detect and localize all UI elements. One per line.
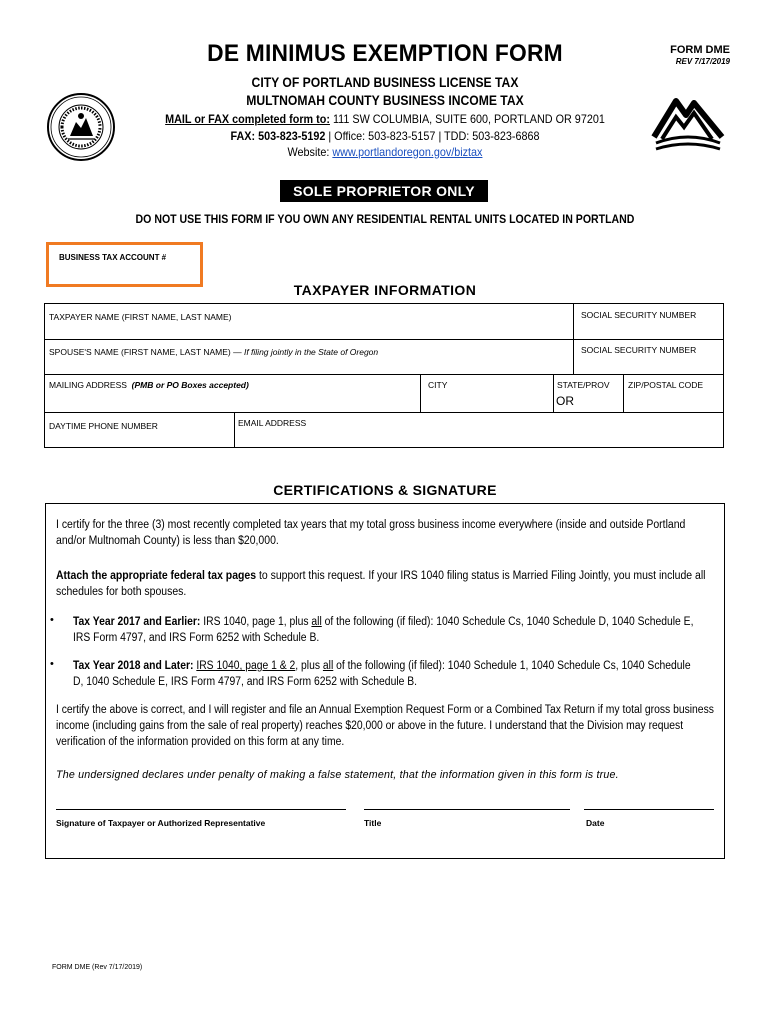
website-line — [39, 145, 732, 159]
tax-year-2017-item: Tax Year 2017 and Earlier: IRS 1040, page 1, plus all of the following (if filed): 1040 Schedule Cs, 1040 Schedule D, 1040 Schedule E, IRS Form 4797, and IRS Form 6252 with Schedule B. — [73, 616, 694, 644]
taxpayer-info-table — [44, 303, 724, 448]
mailing-note: (PMB or PO Boxes accepted) — [131, 380, 249, 390]
city-seal-icon — [46, 92, 116, 162]
mailing-address-field[interactable] — [45, 374, 420, 412]
taxpayer-ssn-field[interactable] — [573, 304, 723, 339]
certification-box — [45, 503, 725, 859]
form-revision: REV 7/17/2019 — [675, 57, 730, 66]
mail-label: MAIL or FAX completed form to: — [165, 112, 330, 126]
taxpayer-info-heading: TAXPAYER INFORMATION — [293, 282, 477, 298]
website-label: Website: — [287, 145, 333, 159]
penalty-declaration: The undersigned declares under penalty of making a false statement, that the information given in this form is true. — [56, 769, 619, 781]
agency-logo-icon — [648, 93, 728, 153]
title-label: Title — [364, 818, 382, 828]
taxpayer-name-field[interactable] — [45, 304, 573, 339]
spouse-note: If filing jointly in the State of Oregon — [243, 347, 379, 357]
email-label: EMAIL ADDRESS — [238, 418, 307, 428]
sole-proprietor-badge: SOLE PROPRIETOR ONLY — [280, 180, 488, 202]
footer-form-code: FORM DME (Rev 7/17/2019) — [52, 964, 143, 971]
register-certify-paragraph: I certify the above is correct, and I will register and file an Annual Exemption Request Form or a Combined Tax Return if my total gross business income (including gains from the sale of real property) reaches $20,000 or above in the future. I understand that the Division may request verification of the information provided on this form at any time. — [56, 704, 714, 748]
certifications-heading: CERTIFICATIONS & SIGNATURE — [273, 482, 497, 498]
state-field[interactable] — [553, 374, 623, 412]
phone-field[interactable] — [45, 412, 234, 448]
attach-pages-bold: Attach the appropriate federal tax pages — [56, 570, 257, 582]
zip-label: ZIP/POSTAL CODE — [628, 380, 704, 390]
agency-line-1: CITY OF PORTLAND BUSINESS LICENSE TAX — [251, 75, 519, 90]
phone-label: DAYTIME PHONE NUMBER — [49, 421, 158, 431]
mailing-address-label: MAILING ADDRESS (PMB or PO Boxes accepted) — [49, 380, 249, 390]
contact-line — [39, 129, 732, 143]
website-link[interactable]: www.portlandoregon.gov/biztax — [332, 145, 483, 159]
certify-income-paragraph: I certify for the three (3) most recently completed tax years that my total gross business income everywhere (inside and outside Portland and/or Multnomah County) is less than $20,000. — [56, 519, 686, 547]
city-field[interactable] — [420, 374, 553, 412]
spouse-name-field[interactable] — [45, 339, 573, 374]
signature-line[interactable] — [56, 809, 346, 810]
mail-line — [39, 112, 732, 126]
spouse-ssn-label: SOCIAL SECURITY NUMBER — [581, 345, 697, 355]
form-title: DE MINIMUS EXEMPTION FORM — [207, 40, 563, 67]
attach-pages-paragraph: Attach the appropriate federal tax pages to support this request. If your IRS 1040 filing status is Married Filing Jointly, you must include all schedules for both spouses. — [56, 570, 706, 598]
taxpayer-ssn-label: SOCIAL SECURITY NUMBER — [581, 310, 697, 320]
bullet-2018: • — [50, 658, 54, 670]
mail-address: 111 SW COLUMBIA, SUITE 600, PORTLAND OR 97201 — [329, 112, 605, 126]
tax-year-2018-item: Tax Year 2018 and Later: IRS 1040, page 1 & 2, plus all of the following (if filed): 1040 Schedule 1, 1040 Schedule Cs, 1040 Schedule D, 1040 Schedule E, IRS Form 4797, and IRS Form 6252 with Schedule B. — [73, 660, 691, 688]
spouse-name-label: SPOUSE'S NAME (FIRST NAME, LAST NAME) — If filing jointly in the State of Oregon — [49, 347, 379, 357]
business-tax-account-field[interactable] — [46, 242, 203, 287]
city-label: CITY — [428, 380, 448, 390]
signature-label: Signature of Taxpayer or Authorized Representative — [56, 818, 266, 828]
email-field[interactable] — [234, 412, 723, 448]
title-line[interactable] — [364, 809, 570, 810]
zip-field[interactable] — [623, 374, 723, 412]
date-line[interactable] — [584, 809, 714, 810]
bullet-2017: • — [50, 614, 54, 626]
taxpayer-name-label: TAXPAYER NAME (FIRST NAME, LAST NAME) — [49, 312, 232, 322]
form-code: FORM DME — [670, 44, 730, 56]
business-tax-account-label: BUSINESS TAX ACCOUNT # — [59, 253, 167, 262]
date-label: Date — [586, 818, 605, 828]
state-label: STATE/PROV — [557, 380, 610, 390]
office-tdd: | Office: 503-823-5157 | TDD: 503-823-6868 — [325, 129, 540, 143]
fax-label: FAX: 503-823-5192 — [230, 129, 326, 143]
rental-warning: DO NOT USE THIS FORM IF YOU OWN ANY RESIDENTIAL RENTAL UNITS LOCATED IN PORTLAND — [135, 212, 635, 226]
spouse-ssn-field[interactable] — [573, 339, 723, 374]
agency-line-2: MULTNOMAH COUNTY BUSINESS INCOME TAX — [246, 93, 524, 108]
state-value: OR — [556, 394, 574, 408]
